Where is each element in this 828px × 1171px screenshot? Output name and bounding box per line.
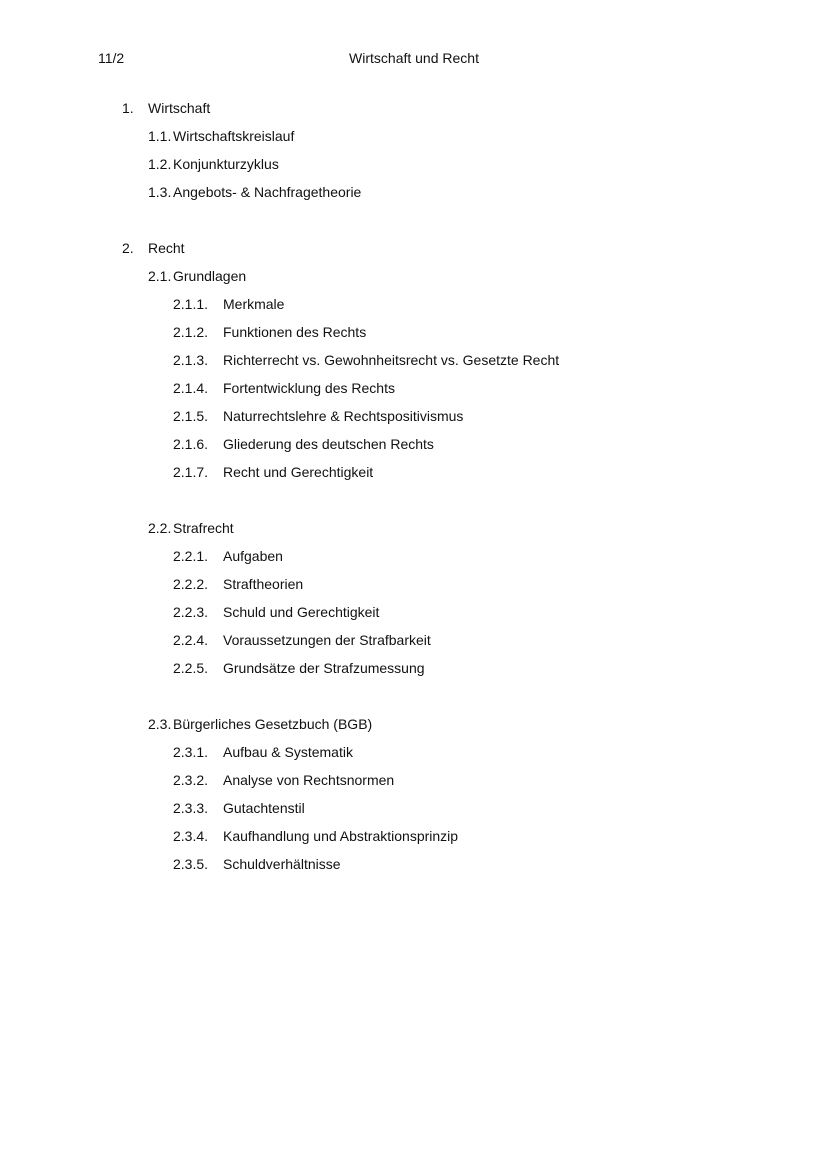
outline-number: 2.2.3. <box>173 604 209 620</box>
outline-item <box>148 127 294 145</box>
outline-item <box>148 155 279 173</box>
outline-title: Merkmale <box>223 296 285 312</box>
outline-item <box>173 435 434 453</box>
outline-number: 1.1. <box>148 128 172 144</box>
outline-number: 2.3.5. <box>173 856 209 872</box>
outline-number: 2.1.2. <box>173 324 209 340</box>
outline-number: 2.1.1. <box>173 296 209 312</box>
outline-title: Funktionen des Rechts <box>223 324 367 340</box>
outline-item <box>173 295 284 313</box>
outline-title: Wirtschaft <box>148 100 211 116</box>
outline-title: Analyse von Rechtsnormen <box>223 772 395 788</box>
outline-number: 2.1.7. <box>173 464 209 480</box>
outline-number: 1.3. <box>148 184 172 200</box>
outline-number: 2.3.3. <box>173 800 209 816</box>
outline-number: 2.3.2. <box>173 772 209 788</box>
outline-title: Recht <box>148 240 185 256</box>
outline-title: Grundlagen <box>173 268 247 284</box>
outline-title: Aufbau & Systematik <box>223 744 353 760</box>
outline-subheading <box>148 715 372 733</box>
outline-number: 2.3.1. <box>173 744 209 760</box>
outline-item <box>173 379 395 397</box>
outline-number: 2.2.1. <box>173 548 209 564</box>
outline-item <box>173 407 463 425</box>
outline-number: 2.1.3. <box>173 352 209 368</box>
outline-title: Grundsätze der Strafzumessung <box>223 660 425 676</box>
outline-item <box>148 183 361 201</box>
outline-item <box>173 631 431 649</box>
outline-number: 2.2.4. <box>173 632 209 648</box>
outline-number: 1. <box>122 100 134 116</box>
outline-title: Aufgaben <box>223 548 283 564</box>
outline-number: 2.1. <box>148 268 172 284</box>
outline-title: Recht und Gerechtigkeit <box>223 464 374 480</box>
page-reference: 11/2 <box>98 50 125 66</box>
outline-number: 2.1.5. <box>173 408 209 424</box>
outline-item <box>173 351 559 369</box>
outline-title: Kaufhandlung und Abstraktionsprinzip <box>223 828 459 844</box>
outline-subheading <box>148 267 246 285</box>
outline-item <box>173 855 341 873</box>
outline-item <box>173 771 394 789</box>
outline-item <box>173 827 458 845</box>
outline-title: Schuld und Gerechtigkeit <box>223 604 380 620</box>
outline-number: 2. <box>122 240 134 256</box>
outline-title: Gutachtenstil <box>223 800 305 816</box>
document-title: Wirtschaft und Recht <box>349 50 479 66</box>
outline-item <box>173 575 303 593</box>
outline-number: 1.2. <box>148 156 172 172</box>
outline-item <box>173 659 425 677</box>
outline-heading-2 <box>122 239 185 257</box>
outline-number: 2.1.4. <box>173 380 209 396</box>
outline-number: 2.2.2. <box>173 576 209 592</box>
outline-item <box>173 799 305 817</box>
outline-title: Konjunkturzyklus <box>173 156 279 172</box>
outline-title: Bürgerliches Gesetzbuch (BGB) <box>173 716 373 732</box>
outline-number: 2.3.4. <box>173 828 209 844</box>
outline-title: Schuldverhältnisse <box>223 856 341 872</box>
outline-subheading <box>148 519 234 537</box>
outline-item <box>173 743 353 761</box>
outline-item <box>173 463 373 481</box>
outline-number: 2.1.6. <box>173 436 209 452</box>
outline-number: 2.3. <box>148 716 172 732</box>
outline-title: Naturrechtslehre & Rechtspositivismus <box>223 408 464 424</box>
outline-title: Wirtschaftskreislauf <box>173 128 295 144</box>
outline-title: Fortentwicklung des Rechts <box>223 380 395 396</box>
outline-title: Gliederung des deutschen Rechts <box>223 436 434 452</box>
outline-title: Strafrecht <box>173 520 234 536</box>
outline-item <box>173 603 379 621</box>
outline-title: Richterrecht vs. Gewohnheitsrecht vs. Gesetzte Recht <box>223 352 560 368</box>
outline-item <box>173 547 283 565</box>
outline-number: 2.2.5. <box>173 660 209 676</box>
outline-number: 2.2. <box>148 520 172 536</box>
outline-title: Angebots- & Nachfragetheorie <box>173 184 362 200</box>
outline-heading-1 <box>122 99 210 117</box>
outline-item <box>173 323 366 341</box>
outline-title: Voraussetzungen der Strafbarkeit <box>223 632 431 648</box>
outline-title: Straftheorien <box>223 576 304 592</box>
